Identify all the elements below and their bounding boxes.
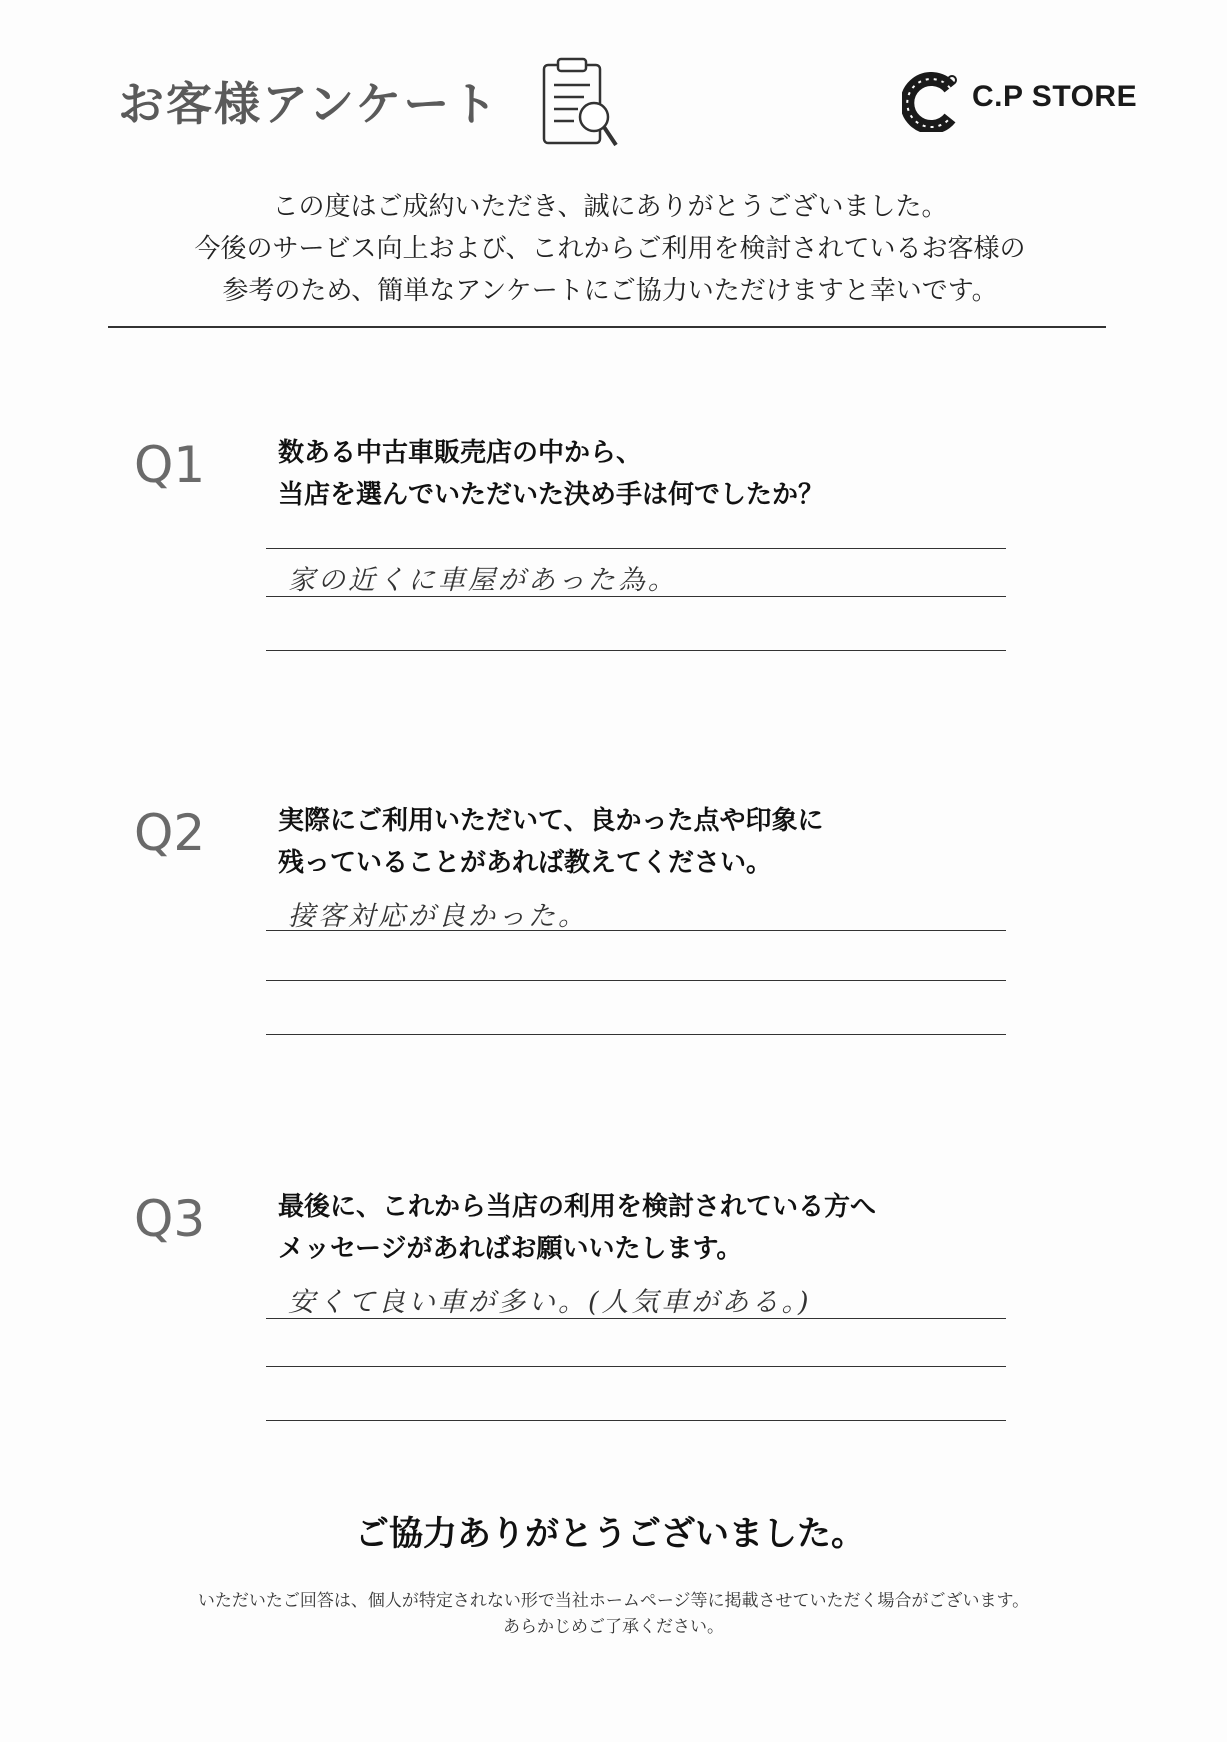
thanks-message: ご協力ありがとうございました。	[355, 1514, 865, 1554]
question-text: 当店を選んでいただいた決め手は何でしたか？	[278, 480, 825, 510]
answer-line	[266, 1034, 1006, 1035]
intro-line: この度はご成約いただき、誠にありがとうございました。	[272, 192, 948, 222]
answer-line	[266, 650, 1006, 651]
question-text: 数ある中古車販売店の中から、	[278, 438, 643, 468]
brand-name: C.P STORE	[972, 80, 1138, 113]
question-text: 実際にご利用いただいて、良かった点や印象に	[278, 806, 824, 836]
clipboard-search-icon	[538, 55, 622, 151]
handwritten-answer: 接客対応が良かった。	[288, 901, 588, 932]
question-text: メッセージがあればお願いいたします。	[278, 1234, 743, 1264]
intro-line: 今後のサービス向上および、これからご利用を検討されているお客様の	[194, 234, 1026, 264]
question-text: 残っていることがあれば教えてください。	[278, 848, 773, 878]
intro-line: 参考のため、簡単なアンケートにご協力いただけますと幸いです。	[222, 276, 998, 306]
page-title: お客様アンケート	[118, 77, 500, 131]
answer-line	[266, 1420, 1006, 1421]
answer-line	[266, 596, 1006, 597]
answer-line	[266, 1318, 1006, 1319]
question-number: Q2	[134, 804, 206, 862]
question-number: Q1	[134, 436, 206, 494]
question-text: 最後に、これから当店の利用を検討されている方へ	[278, 1192, 877, 1222]
handwritten-answer: 家の近くに車屋があった為。	[288, 565, 678, 596]
footer-note: あらかじめご了承ください。	[503, 1617, 724, 1637]
footer-note: いただいたご回答は、個人が特定されない形で当社ホームページ等に掲載させていただく場合がございます。	[197, 1591, 1030, 1611]
answer-line	[266, 548, 1006, 549]
divider	[108, 326, 1106, 328]
answer-line	[266, 980, 1006, 981]
answer-line	[266, 1366, 1006, 1367]
answer-line	[266, 930, 1006, 931]
question-number: Q3	[134, 1190, 206, 1248]
tire-logo-icon	[902, 72, 962, 132]
handwritten-answer: 安くて良い車が多い。(人気車がある。)	[288, 1287, 812, 1318]
